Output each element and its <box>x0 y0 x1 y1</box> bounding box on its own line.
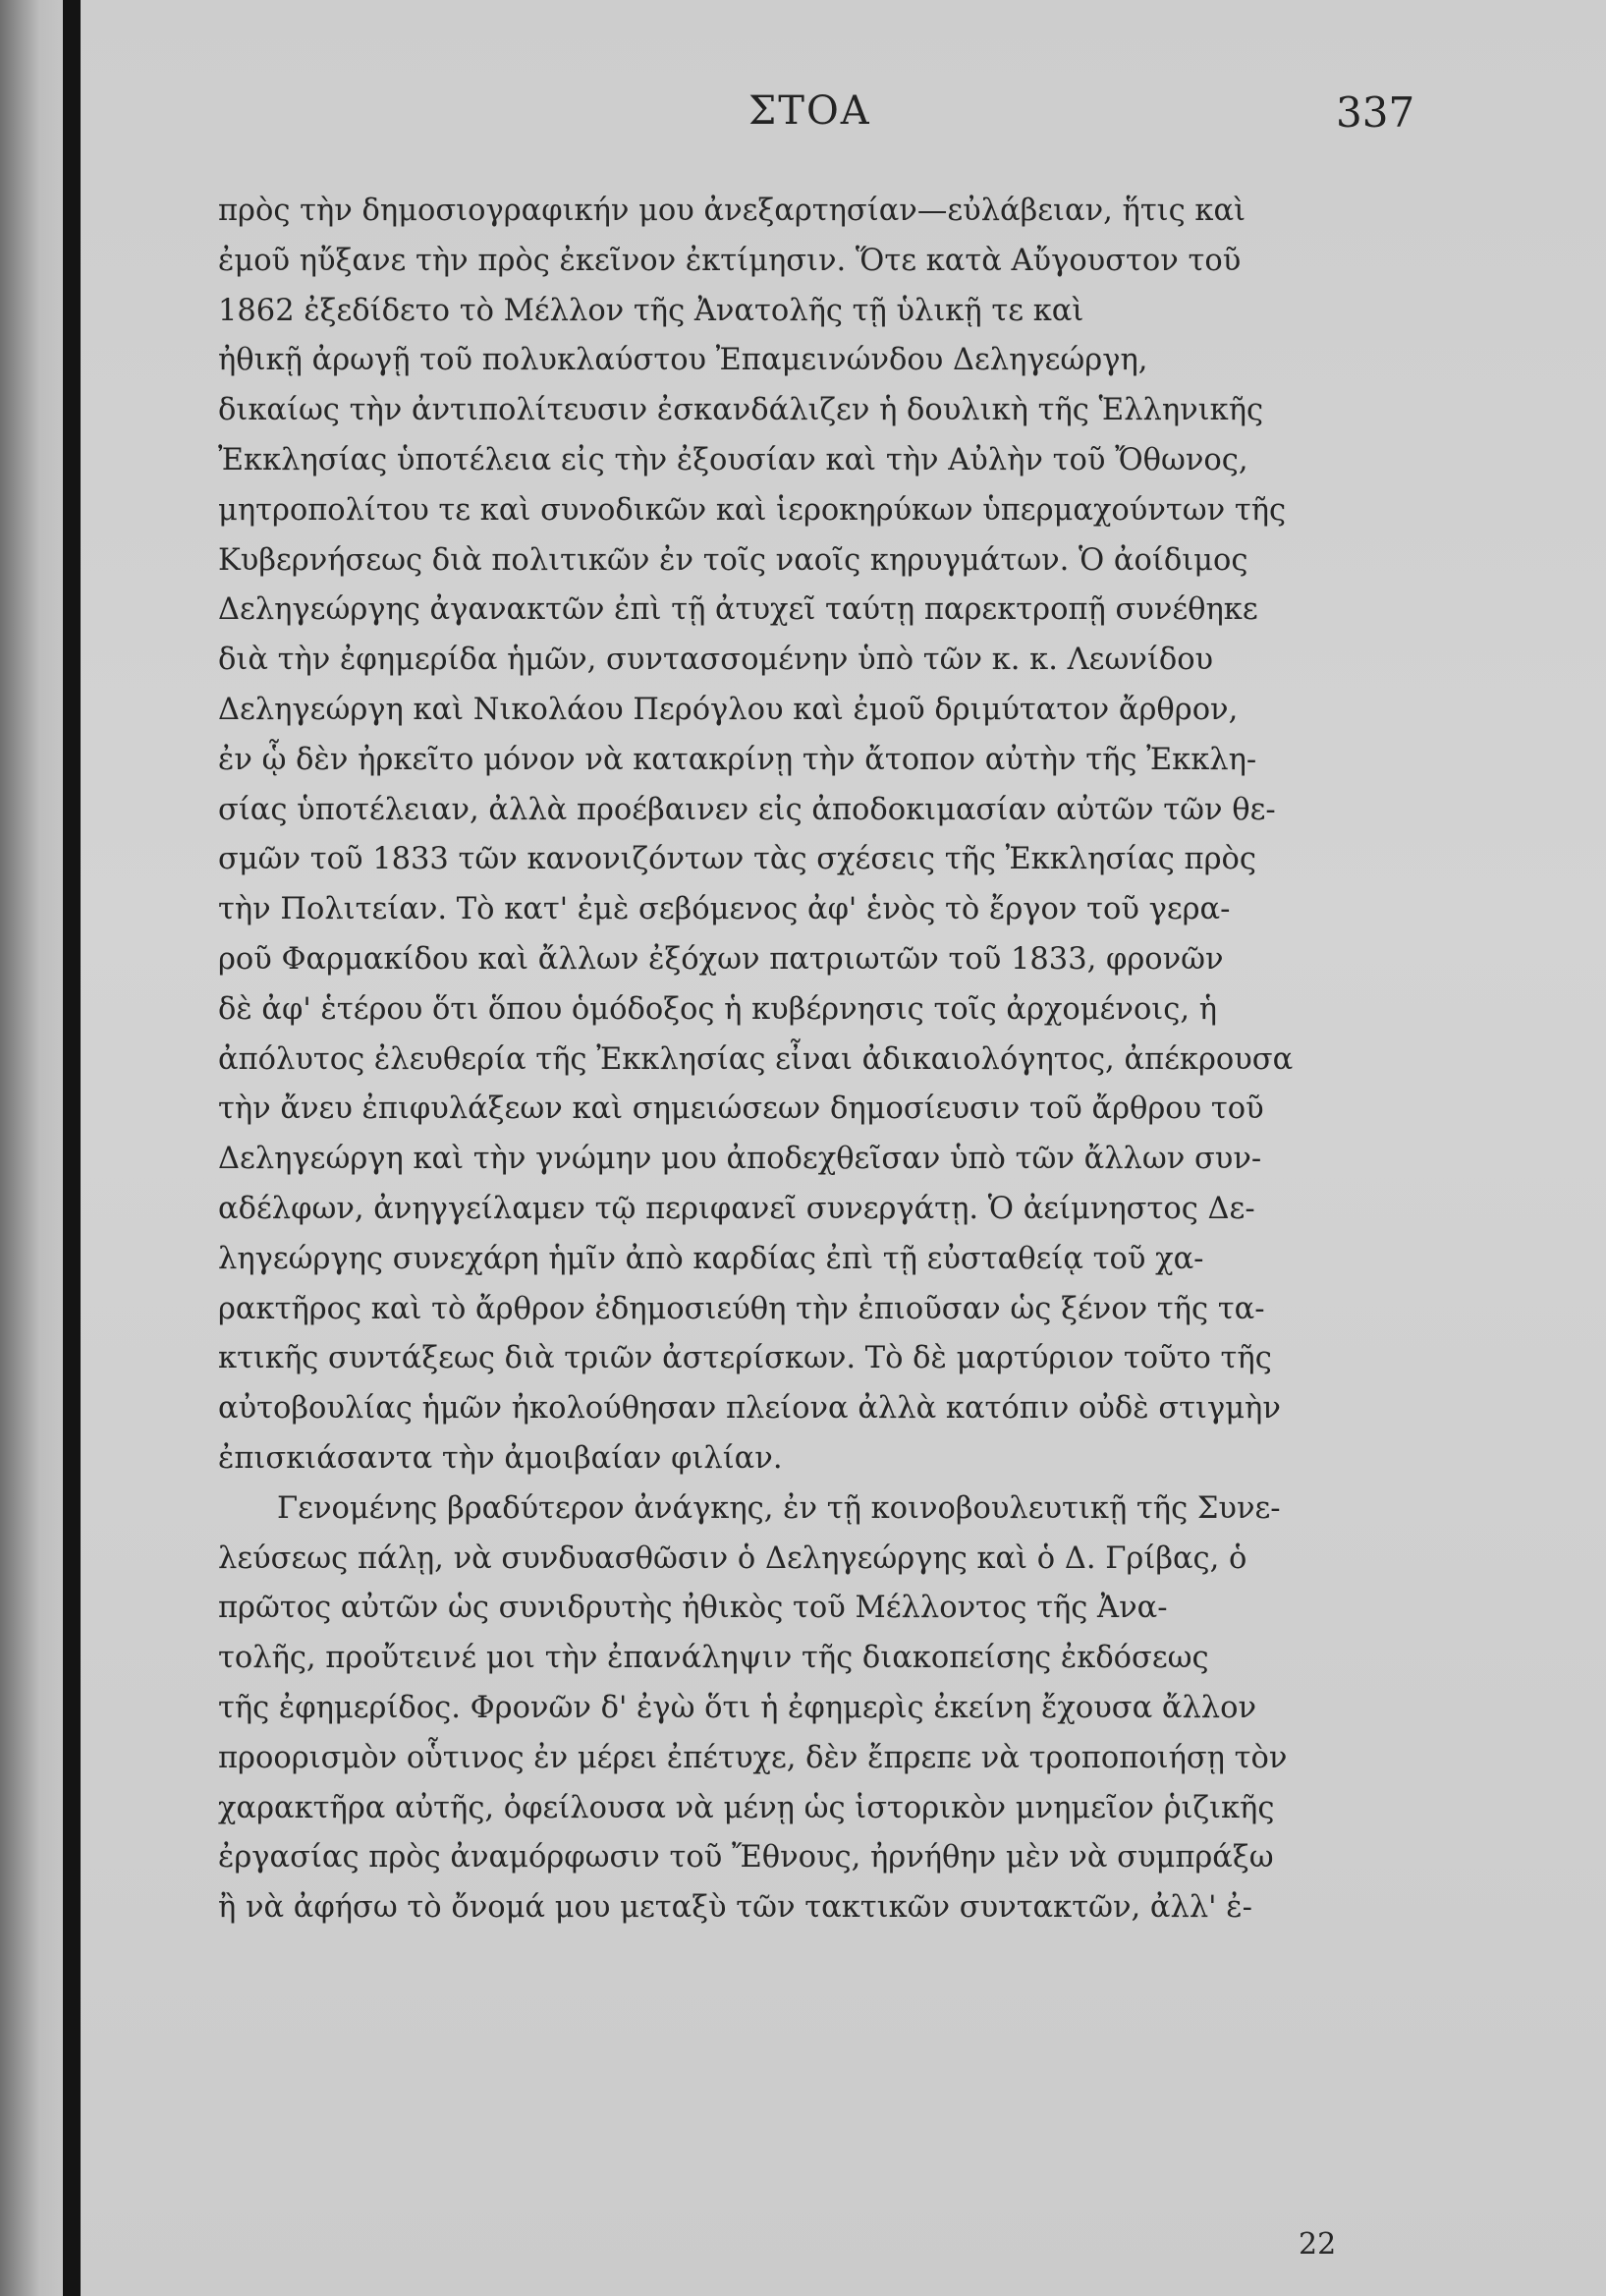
text-line: σμῶν τοῦ 1833 τῶν κανονιζόντων τὰς σχέσεις τῆς Ἐκκλησίας πρὸς <box>218 842 1256 877</box>
text-line: διὰ τὴν ἐφημερίδα ἡμῶν, συντασσομένην ὑπὸ τῶν κ. κ. Λεωνίδου <box>218 643 1214 678</box>
text-line: πρὸς τὴν δημοσιογραφικήν μου ἀνεξαρτησίαν—εὐλάβειαν, ἥτις καὶ <box>218 194 1246 228</box>
text-line: προορισμὸν οὗτινος ἐν μέρει ἐπέτυχε, δὲν ἔπρεπε νὰ τροποποιήσῃ τὸν <box>218 1740 1288 1775</box>
text-line: 1862 ἐξεδίδετο τὸ Μέλλον τῆς Ἀνατολῆς τῇ ὑλικῇ τε καὶ <box>218 293 1084 328</box>
text-line: δὲ ἀφ' ἑτέρου ὅτι ὅπου ὁμόδοξος ἡ κυβέρνησις τοῖς ἀρχομένοις, ἡ <box>218 991 1218 1027</box>
text-line: τῆς ἐφημερίδος. Φρονῶν δ' ἐγὼ ὅτι ἡ ἐφημερὶς ἐκείνη ἔχουσα ἄλλον <box>218 1690 1257 1725</box>
signature-mark: 22 <box>1299 2227 1337 2262</box>
running-head: ΣΤΟΑ <box>748 88 871 134</box>
text-line: ἠθικῇ ἀρωγῇ τοῦ πολυκλαύστου Ἐπαμεινώνδου Δεληγεώργη, <box>218 343 1148 378</box>
text-line: τολῆς, προὔτεινέ μοι τὴν ἐπανάληψιν τῆς διακοπείσης ἐκδόσεως <box>218 1641 1209 1676</box>
text-line: ρακτῆρος καὶ τὸ ἄρθρον ἐδημοσιεύθη τὴν ἐπιοῦσαν ὡς ξένον τῆς τα- <box>218 1291 1265 1326</box>
page-number: 337 <box>1336 88 1415 137</box>
text-line: ἀπόλυτος ἐλευθερία τῆς Ἐκκλησίας εἶναι ἀδικαιολόγητος, ἀπέκρουσα <box>218 1041 1294 1077</box>
book-spine <box>63 0 81 2296</box>
text-line: ἢ νὰ ἀφήσω τὸ ὄνομά μου μεταξὺ τῶν τακτικῶν συντακτῶν, ἀλλ' ἐ- <box>218 1890 1252 1926</box>
text-line: τὴν Πολιτείαν. Τὸ κατ' ἐμὲ σεβόμενος ἀφ' ἑνὸς τὸ ἔργον τοῦ γερα- <box>218 892 1231 927</box>
text-line: μητροπολίτου τε καὶ συνοδικῶν καὶ ἱεροκηρύκων ὑπερμαχούντων τῆς <box>218 492 1287 528</box>
text-line: Δεληγεώργη καὶ Νικολάου Περόγλου καὶ ἐμοῦ δριμύτατον ἄρθρον, <box>218 692 1239 727</box>
paragraph <box>218 187 1524 1484</box>
text-line: κτικῆς συντάξεως διὰ τριῶν ἀστερίσκων. Τὸ δὲ μαρτύριον τοῦτο τῆς <box>218 1341 1272 1376</box>
text-line: ἐν ᾧ δὲν ἠρκεῖτο μόνον νὰ κατακρίνῃ τὴν ἄτοπον αὐτὴν τῆς Ἐκκλη- <box>218 742 1257 777</box>
text-line: Ἐκκλησίας ὑποτέλεια εἰς τὴν ἐξουσίαν καὶ τὴν Αὐλὴν τοῦ Ὄθωνος, <box>218 442 1248 477</box>
text-line: ἐπισκιάσαντα τὴν ἀμοιβαίαν φιλίαν. <box>218 1440 783 1476</box>
text-line: αδέλφων, ἀνηγγείλαμεν τῷ περιφανεῖ συνεργάτῃ. Ὁ ἀείμνηστος Δε- <box>218 1191 1255 1226</box>
text-line: Γενομένης βραδύτερον ἀνάγκης, ἐν τῇ κοινοβουλευτικῇ τῆς Συνε- <box>277 1490 1281 1526</box>
text-line: αὐτοβουλίας ἡμῶν ἠκολούθησαν πλείονα ἀλλὰ κατόπιν οὐδὲ στιγμὴν <box>218 1391 1281 1427</box>
text-line: σίας ὑποτέλειαν, ἀλλὰ προέβαινεν εἰς ἀποδοκιμασίαν αὐτῶν τῶν θε- <box>218 792 1276 827</box>
text-line: ληγεώργης συνεχάρη ἡμῖν ἀπὸ καρδίας ἐπὶ τῇ εὐσταθείᾳ τοῦ χα- <box>218 1241 1204 1276</box>
text-line: Δεληγεώργης ἀγανακτῶν ἐπὶ τῇ ἀτυχεῖ ταύτῃ παρεκτροπῇ συνέθηκε <box>218 592 1258 628</box>
text-line: λεύσεως πάλῃ, νὰ συνδυασθῶσιν ὁ Δεληγεώργης καὶ ὁ Δ. Γρίβας, ὁ <box>218 1540 1247 1576</box>
body-text <box>218 187 1524 1933</box>
text-line: πρῶτος αὐτῶν ὡς συνιδρυτὴς ἠθικὸς τοῦ Μέλλοντος τῆς Ἀνα- <box>218 1591 1168 1626</box>
page-header <box>81 88 1606 147</box>
text-line: Κυβερνήσεως διὰ πολιτικῶν ἐν τοῖς ναοῖς κηρυγμάτων. Ὁ ἀοίδιμος <box>218 542 1248 578</box>
paragraph <box>218 1484 1524 1933</box>
text-line: ἐργασίας πρὸς ἀναμόρφωσιν τοῦ Ἔθνους, ἠρνήθην μὲν νὰ συμπράξω <box>218 1840 1274 1876</box>
text-line: ροῦ Φαρμακίδου καὶ ἄλλων ἐξόχων πατριωτῶν τοῦ 1833, φρονῶν <box>218 941 1224 977</box>
text-line: Δεληγεώργη καὶ τὴν γνώμην μου ἀποδεχθεῖσαν ὑπὸ τῶν ἄλλων συν- <box>218 1142 1262 1177</box>
text-line: ἐμοῦ ηὔξανε τὴν πρὸς ἐκεῖνον ἐκτίμησιν. Ὅτε κατὰ Αὔγουστον τοῦ <box>218 243 1242 278</box>
text-line: δικαίως τὴν ἀντιπολίτευσιν ἐσκανδάλιζεν ἡ δουλικὴ τῆς Ἑλληνικῆς <box>218 393 1264 428</box>
text-line: χαρακτῆρα αὐτῆς, ὀφείλουσα νὰ μένῃ ὡς ἱστορικὸν μνημεῖον ῥιζικῆς <box>218 1790 1275 1825</box>
page <box>81 0 1606 2296</box>
text-line: τὴν ἄνευ ἐπιφυλάξεων καὶ σημειώσεων δημοσίευσιν τοῦ ἄρθρου τοῦ <box>218 1092 1264 1127</box>
